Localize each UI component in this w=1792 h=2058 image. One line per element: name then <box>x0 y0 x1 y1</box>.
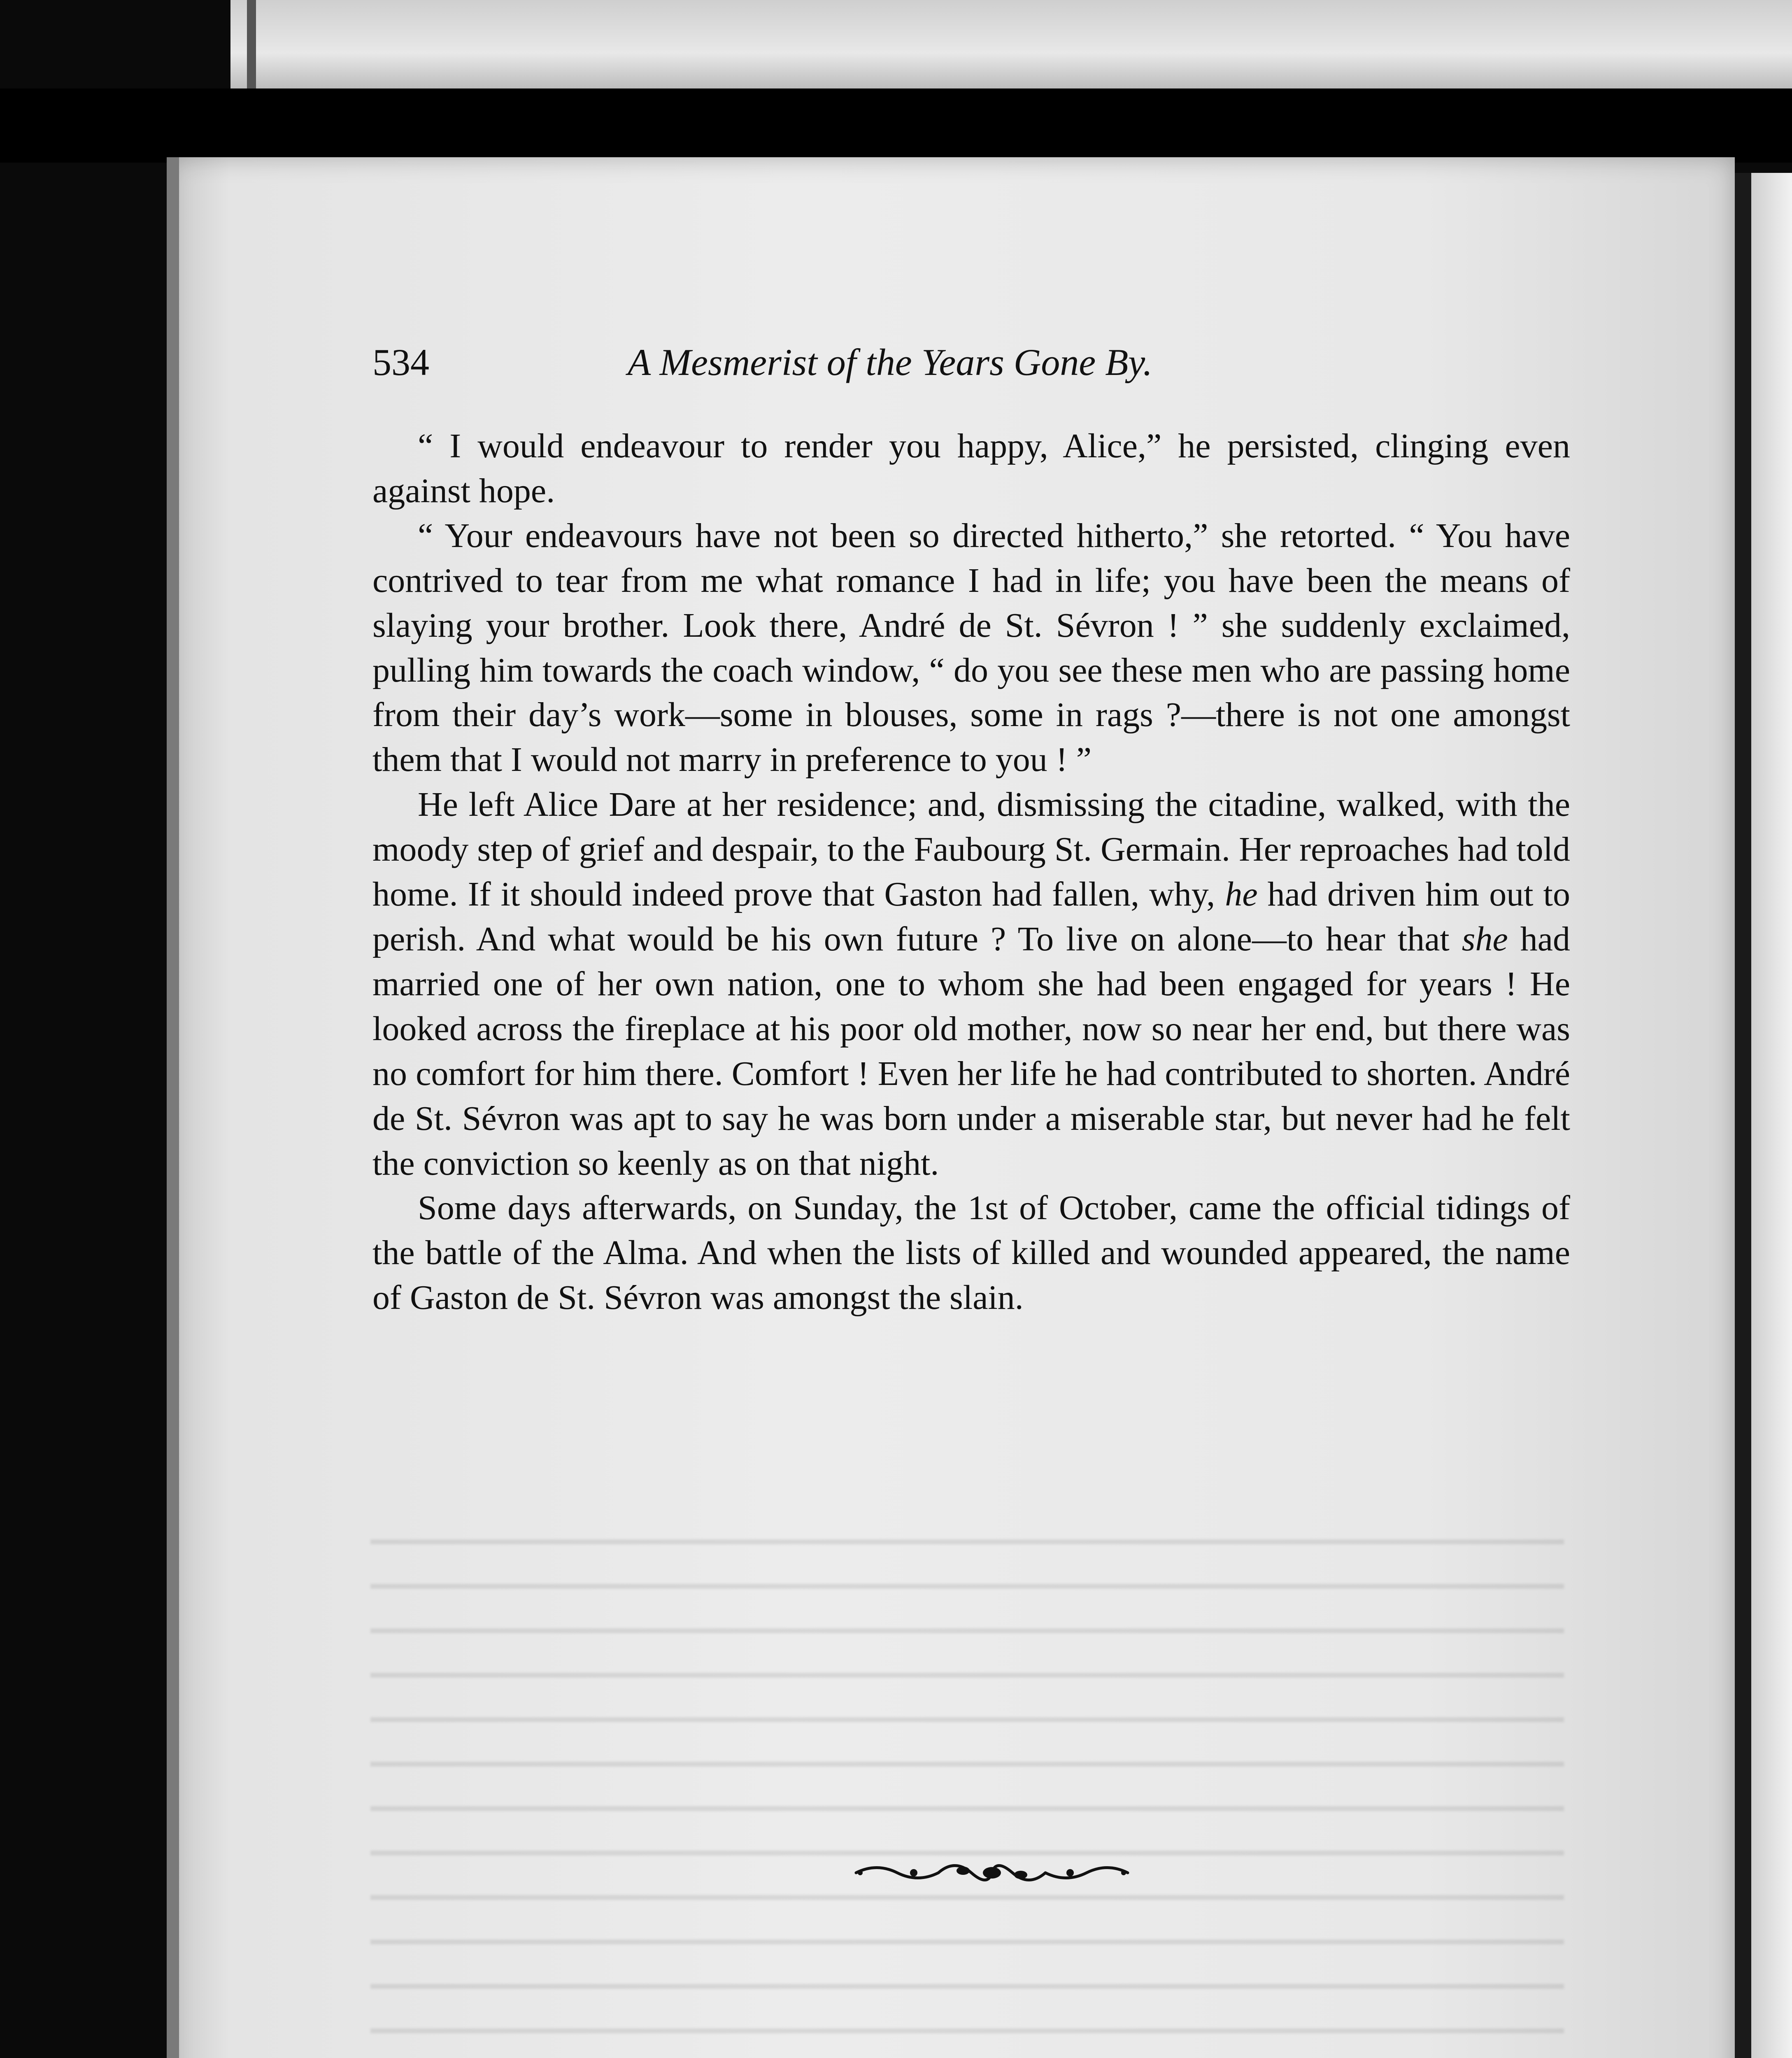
page-right-shadow <box>1735 173 1751 2058</box>
paragraph-3-italic-he: he <box>1225 875 1258 914</box>
paragraph-4 <box>372 1186 1570 1320</box>
page-header <box>372 338 1570 387</box>
previous-page-edge <box>247 0 256 88</box>
paragraph-2 <box>372 514 1570 782</box>
paragraph-3-text-a: He left Alice Dare at her residence; and, dismissing the citadine, walked, with the moody step of grief and despair, to the Faubourg St. Germain. Her reproaches had told home. If it should indeed prove that Gaston had fallen, why, <box>372 785 1570 914</box>
paragraph-1 <box>372 424 1570 514</box>
previous-page-sliver <box>230 0 1792 88</box>
page-left-edge <box>167 157 179 2058</box>
paragraph-3-text-b: had driven him out to perish. And what would be his own future ? To live on alone—to hear that <box>372 875 1570 958</box>
page-number: 534 <box>372 341 429 383</box>
paragraph-1-text: “ I would endeavour to render you happy, Alice,” he persisted, clinging even against hope. <box>372 427 1570 510</box>
bleed-through-text <box>370 1515 1564 2058</box>
body-text <box>372 424 1570 1320</box>
gutter-shadow <box>0 88 1792 163</box>
paragraph-3 <box>372 782 1570 1186</box>
paragraph-3-text-c: had married one of her own nation, one to whom she had been engaged for years ! He looked across the fireplace at his poor old mother, now so near her end, but there was no comfort for him there. Comfort ! Even her life he had contributed to shorten. André de St. Sévron was apt to say he was born under a miserable star, but never had he felt the conviction so keenly as on that night. <box>372 920 1570 1183</box>
next-page-strip <box>1751 173 1792 2058</box>
scroll-ornament-icon <box>852 1854 1132 1891</box>
paragraph-2-text: “ Your endeavours have not been so directed hitherto,” she retorted. “ You have contrived to tear from me what romance I had in life; you have been the means of slaying your brother. Look there, André de St. Sévron ! ” she suddenly exclaimed, pulling him towards the coach window, “ do you see these men who are passing home from their day’s work—some in blouses, some in rags ?—there is not one amongst them that I would not marry in preference to you ! ” <box>372 516 1570 779</box>
paragraph-4-text: Some days afterwards, on Sunday, the 1st of October, came the official tidings of the battle of the Alma. And when the lists of killed and wounded appeared, the name of Gaston de St. Sévron was amongst the slain. <box>372 1189 1570 1317</box>
paragraph-3-italic-she: she <box>1462 920 1508 958</box>
running-title: A Mesmerist of the Years Gone By. <box>628 341 1153 383</box>
